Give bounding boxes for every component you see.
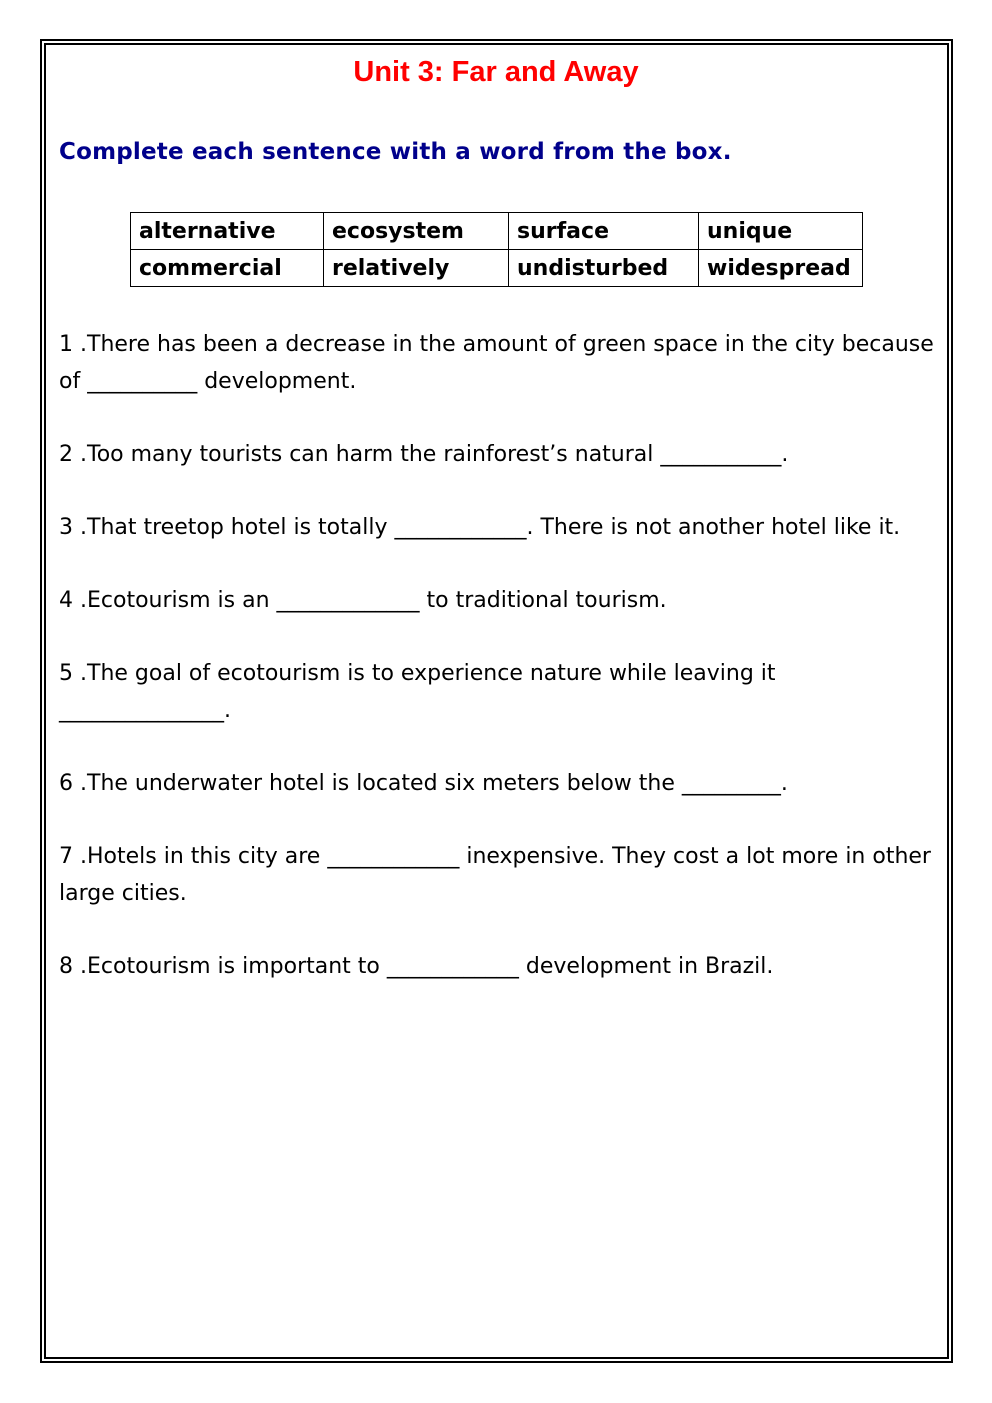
page-title: Unit 3: Far and Away xyxy=(353,56,639,88)
instruction-text: Complete each sentence with a word from the box. xyxy=(59,139,732,165)
question-item xyxy=(59,838,939,912)
question-item xyxy=(59,326,939,400)
question-number: 3 . xyxy=(59,515,87,540)
question-number: 8 . xyxy=(59,954,87,979)
question-number: 1 . xyxy=(59,332,87,357)
word-cell: undisturbed xyxy=(509,250,699,287)
word-cell: widespread xyxy=(699,250,863,287)
word-cell: unique xyxy=(699,213,863,250)
question-number: 2 . xyxy=(59,442,87,467)
word-cell: ecosystem xyxy=(324,213,509,250)
word-cell: commercial xyxy=(131,250,324,287)
question-item xyxy=(59,509,939,546)
word-cell: surface xyxy=(509,213,699,250)
question-item xyxy=(59,436,939,473)
question-item xyxy=(59,765,939,802)
question-item xyxy=(59,948,939,985)
word-box xyxy=(130,212,863,287)
word-cell: relatively xyxy=(324,250,509,287)
question-text: There has been a decrease in the amount of green space in the city because of __________ development. xyxy=(59,332,934,394)
question-number: 4 . xyxy=(59,588,87,613)
question-list xyxy=(59,326,939,1021)
question-text: Hotels in this city are ____________ inexpensive. They cost a lot more in other large cities. xyxy=(59,844,931,906)
question-text: Ecotourism is an _____________ to traditional tourism. xyxy=(87,588,667,613)
word-cell: alternative xyxy=(131,213,324,250)
question-item xyxy=(59,582,939,619)
question-number: 7 . xyxy=(59,844,87,869)
word-box-row xyxy=(131,213,863,250)
question-number: 6 . xyxy=(59,771,87,796)
question-text: That treetop hotel is totally ____________. There is not another hotel like it. xyxy=(87,515,901,540)
question-number: 5 . xyxy=(59,661,87,686)
question-text: The underwater hotel is located six meters below the _________. xyxy=(87,771,788,796)
word-box-row xyxy=(131,250,863,287)
question-text: Too many tourists can harm the rainforest’s natural ___________. xyxy=(87,442,789,467)
question-text: Ecotourism is important to ____________ development in Brazil. xyxy=(87,954,774,979)
question-item xyxy=(59,655,939,729)
question-text: The goal of ecotourism is to experience nature while leaving it _______________. xyxy=(59,661,776,723)
